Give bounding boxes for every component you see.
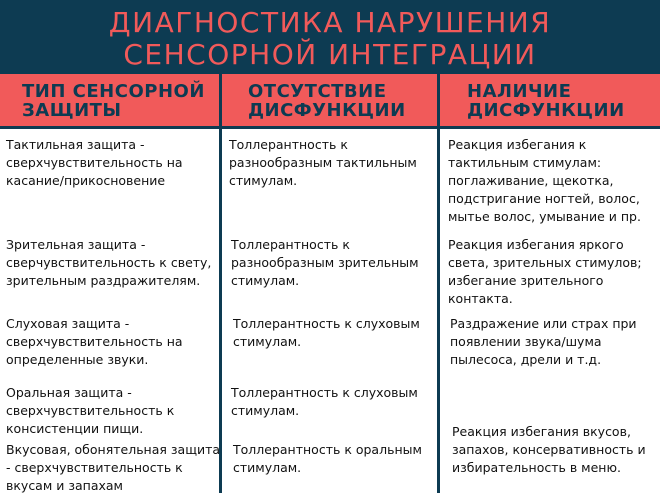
table-header [0,74,660,126]
row-3-type: Слуховая защита - сверхчувствительность на определенные звуки. [6,316,183,367]
column-divider-2 [437,74,440,493]
row-3-absent: Толлерантность к слуховым стимулам. [233,316,420,349]
title-line-1: ДИАГНОСТИКА НАРУШЕНИЯ [108,6,552,39]
header-sensory-protection-type: ТИП СЕНСОРНОЙ ЗАЩИТЫ [22,81,205,121]
row-2-present: Реакция избегания яркого света, зрительных стимулов; избегание зрительного контакта. [448,237,642,306]
column-divider-1 [219,74,222,493]
header-divider [0,126,660,129]
row-1-absent: Толлерантность к разнообразным тактильным стимулам. [229,137,417,188]
row-5-type: Вкусовая, обонятельная защита - сверхчувствительность к вкусам и запахам [6,442,221,493]
row-5-present: Реакция избегания вкусов, запахов, консервативность и избирательность в меню. [452,424,646,475]
row-1-type: Тактильная защита - сверхчувствительность на касание/прикосновение [6,137,183,188]
row-1-present: Реакция избегания к тактильным стимулам: поглаживание, щекотка, подстригание ногтей, волос, мытье волос, умывание и пр. [448,137,641,224]
row-3-present: Раздражение или страх при появлении звука/шума пылесоса, дрели и т.д. [450,316,637,367]
row-4-absent: Толлерантность к слуховым стимулам. [231,385,418,418]
title-line-2: СЕНСОРНОЙ ИНТЕГРАЦИИ [123,38,537,71]
title-banner [0,0,660,74]
row-2-absent: Толлерантность к разнообразным зрительным стимулам. [231,237,419,288]
header-dysfunction-present: НАЛИЧИЕ ДИСФУНКЦИИ [467,81,625,121]
row-2-type: Зрительная защита - сверчувствительность к свету, зрительным раздражителям. [6,237,212,288]
row-4-type: Оральная защита - сверхчувствительность к консистенции пищи. [6,385,175,436]
row-5-absent: Толлерантность к оральным стимулам. [233,442,422,475]
header-no-dysfunction: ОТСУТСТВИЕ ДИСФУНКЦИИ [248,81,406,121]
